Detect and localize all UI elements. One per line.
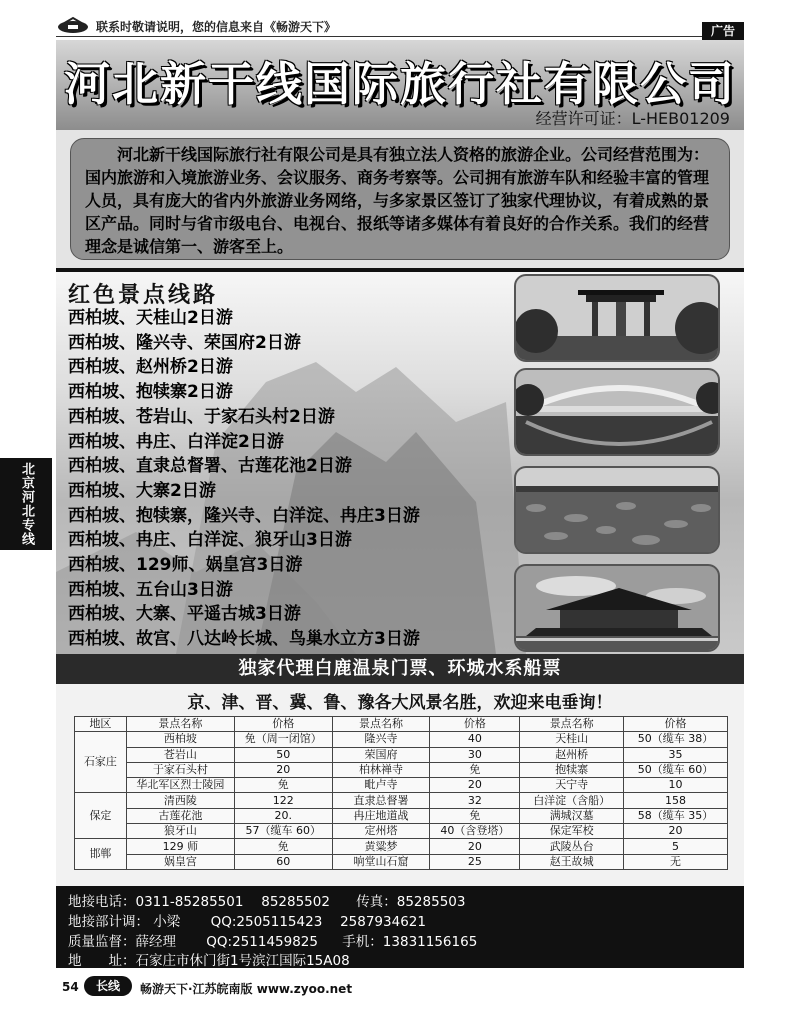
company-intro: 河北新干线国际旅行社有限公司是具有独立法人资格的旅游企业。公司经营范围为：国内旅游和入境旅游业务、会议服务、商务考察等。公司拥有旅游车队和经验丰富的管理人员，具有庞大的省内外旅游业务网络，与多家景区签订了独家代理协议，有着成熟的景区产品。同时与省市级电台、电视台、报纸等诸多媒体有着良好的合作关系。我们的经营理念是诚信第一、游客至上。 xyxy=(85,145,710,256)
price-section xyxy=(56,684,744,896)
site-cell: 响堂山石窟 xyxy=(332,854,430,869)
site-cell: 白洋淀（含船） xyxy=(520,793,624,808)
region-cell: 保定 xyxy=(75,793,127,839)
site-cell: 武陵丛台 xyxy=(520,839,624,854)
site-cell: 柏林禅寺 xyxy=(332,762,430,777)
site-cell: 冉庄地道战 xyxy=(332,808,430,823)
route-item: 西柏坡、冉庄、白洋淀、狼牙山3日游 xyxy=(68,530,352,551)
table-row xyxy=(75,808,728,823)
table-row xyxy=(75,839,728,854)
quality-value: ：薛经理 xyxy=(122,934,176,950)
site-cell: 天宁寺 xyxy=(520,778,624,793)
route-item: 西柏坡、天桂山2日游 xyxy=(68,308,233,328)
quality-qq: QQ:2511459825 xyxy=(206,934,318,950)
price-cell: 免 xyxy=(234,839,332,854)
site-cell: 华北军区烈士陵园 xyxy=(126,778,234,793)
imperial-palace-photo xyxy=(514,564,720,652)
table-row xyxy=(75,747,728,762)
route-item: 西柏坡、隆兴寺、荣国府2日游 xyxy=(68,332,301,353)
table-header-row xyxy=(75,717,728,732)
header-site: 景点名称 xyxy=(332,717,430,732)
price-cell: 免 xyxy=(430,808,520,823)
company-header xyxy=(56,40,744,130)
manager-value: 小梁 xyxy=(153,914,181,930)
advertisement-frame xyxy=(56,40,744,968)
magazine-logo-icon xyxy=(56,16,90,34)
price-cell: 10 xyxy=(624,778,728,793)
price-cell: 免 xyxy=(430,762,520,777)
route-list xyxy=(68,306,420,652)
price-cell: 免 xyxy=(234,778,332,793)
contact-panel xyxy=(56,886,744,968)
route-item: 西柏坡、大寨、平遥古城3日游 xyxy=(68,604,301,625)
site-cell: 西柏坡 xyxy=(126,732,234,747)
route-item: 西柏坡、129师、娲皇宫3日游 xyxy=(68,555,303,576)
price-cell: 免（周一闭馆） xyxy=(234,732,332,747)
page-footer xyxy=(0,972,800,1002)
region-cell: 邯郸 xyxy=(75,839,127,870)
site-cell: 抱犊寨 xyxy=(520,762,624,777)
route-item: 西柏坡、赵州桥2日游 xyxy=(68,357,233,378)
table-row xyxy=(75,732,728,747)
site-cell: 保定军校 xyxy=(520,824,624,839)
site-cell: 赵州桥 xyxy=(520,747,624,762)
route-item: 西柏坡、直隶总督署、古莲花池2日游 xyxy=(68,456,352,477)
price-cell: 5 xyxy=(624,839,728,854)
price-cell: 30 xyxy=(430,747,520,762)
price-cell: 20. xyxy=(234,808,332,823)
quality-label: 质量监督 xyxy=(68,934,122,950)
license-number: 经营许可证：L-HEB01209 xyxy=(535,109,730,128)
site-cell: 荣国府 xyxy=(332,747,430,762)
phone-line xyxy=(68,890,465,910)
site-cell: 古莲花池 xyxy=(126,808,234,823)
quality-line xyxy=(68,930,477,950)
site-cell: 满城汉墓 xyxy=(520,808,624,823)
manager-qq: QQ:2505115423 2587934621 xyxy=(210,914,426,930)
header-price: 价格 xyxy=(624,717,728,732)
section-sidebar-tab xyxy=(0,458,52,550)
ad-tag: 广告 xyxy=(702,22,744,40)
region-cell: 石家庄 xyxy=(75,732,127,793)
price-cell: 40 xyxy=(430,732,520,747)
site-cell: 129 师 xyxy=(126,839,234,854)
price-cell: 20 xyxy=(430,839,520,854)
price-cell: 58（缆车 35） xyxy=(624,808,728,823)
table-row xyxy=(75,778,728,793)
sidebar-label: 北京河北专线 xyxy=(19,462,34,546)
header-site: 景点名称 xyxy=(126,717,234,732)
price-cell: 20 xyxy=(430,778,520,793)
header-region: 地区 xyxy=(75,717,127,732)
site-cell: 赵王故城 xyxy=(520,854,624,869)
stone-bridge-photo xyxy=(514,368,720,456)
price-cell: 20 xyxy=(234,762,332,777)
price-cell: 122 xyxy=(234,793,332,808)
top-rule xyxy=(56,36,740,37)
price-cell: 35 xyxy=(624,747,728,762)
site-cell: 天桂山 xyxy=(520,732,624,747)
price-cell: 25 xyxy=(430,854,520,869)
mobile-label: 手机： xyxy=(342,934,383,950)
route-item: 西柏坡、故宫、八达岭长城、鸟巢水立方3日游 xyxy=(68,629,420,650)
manager-label: 地接部计调： xyxy=(68,914,149,930)
memorial-archway-photo xyxy=(514,274,720,362)
table-row xyxy=(75,824,728,839)
route-item: 西柏坡、抱犊寨2日游 xyxy=(68,382,233,403)
lotus-pond-photo xyxy=(514,466,720,554)
route-item: 西柏坡、抱犊寨，隆兴寺、白洋淀、冉庄3日游 xyxy=(68,505,420,526)
table-row xyxy=(75,762,728,777)
site-cell: 狼牙山 xyxy=(126,824,234,839)
site-cell: 于家石头村 xyxy=(126,762,234,777)
site-cell: 黄粱梦 xyxy=(332,839,430,854)
address-label: 地 址： xyxy=(68,953,136,969)
address-line xyxy=(68,949,350,969)
price-cell: 57（缆车 60） xyxy=(234,824,332,839)
top-bar xyxy=(0,0,800,38)
site-cell: 娲皇宫 xyxy=(126,854,234,869)
routes-heading: 红色景点线路 xyxy=(68,283,219,308)
price-cell: 32 xyxy=(430,793,520,808)
section-badge: 长线 xyxy=(84,976,132,996)
source-notice: 联系时敬请说明，您的信息来自《畅游天下》 xyxy=(96,20,337,34)
site-cell: 苍岩山 xyxy=(126,747,234,762)
site-cell: 直隶总督署 xyxy=(332,793,430,808)
price-cell: 50（缆车 60） xyxy=(624,762,728,777)
intro-section xyxy=(56,130,744,270)
page-number: 54 xyxy=(62,980,79,994)
manager-line xyxy=(68,910,426,930)
price-cell: 20 xyxy=(624,824,728,839)
table-row xyxy=(75,793,728,808)
address-value: 石家庄市休门街1号滨江国际15A08 xyxy=(135,953,350,969)
phone-label: 地接电话 xyxy=(68,894,122,910)
site-cell: 隆兴寺 xyxy=(332,732,430,747)
company-name: 河北新干线国际旅行社有限公司 xyxy=(64,57,736,111)
inquiry-slogan: 京、津、晋、冀、鲁、豫各大风景名胜，欢迎来电垂询！ xyxy=(187,693,613,713)
ticket-price-table xyxy=(74,716,728,870)
intro-box xyxy=(70,138,730,260)
fax-label: 传真： xyxy=(356,894,397,910)
price-cell: 50 xyxy=(234,747,332,762)
mobile-value: 13831156165 xyxy=(382,934,478,950)
route-item: 西柏坡、冉庄、白洋淀2日游 xyxy=(68,431,284,452)
fax-value: 85285503 xyxy=(396,894,466,910)
site-cell: 毗卢寺 xyxy=(332,778,430,793)
price-cell: 无 xyxy=(624,854,728,869)
header-site: 景点名称 xyxy=(520,717,624,732)
route-item: 西柏坡、五台山3日游 xyxy=(68,579,233,600)
price-cell: 60 xyxy=(234,854,332,869)
price-cell: 50（缆车 38） xyxy=(624,732,728,747)
price-cell: 158 xyxy=(624,793,728,808)
publication-info: 畅游天下·江苏皖南版 www.zyoo.net xyxy=(140,982,353,996)
route-item: 西柏坡、苍岩山、于家石头村2日游 xyxy=(68,406,335,427)
exclusive-agent-banner: 独家代理白鹿温泉门票、环城水系船票 xyxy=(56,654,744,684)
site-cell: 清西陵 xyxy=(126,793,234,808)
header-price: 价格 xyxy=(430,717,520,732)
price-cell: 40（含登塔） xyxy=(430,824,520,839)
phone-value: ：0311-85285501 85285502 xyxy=(122,894,330,910)
site-cell: 定州塔 xyxy=(332,824,430,839)
header-price: 价格 xyxy=(234,717,332,732)
table-row xyxy=(75,854,728,869)
routes-section xyxy=(56,272,744,654)
route-item: 西柏坡、大寨2日游 xyxy=(68,480,216,501)
